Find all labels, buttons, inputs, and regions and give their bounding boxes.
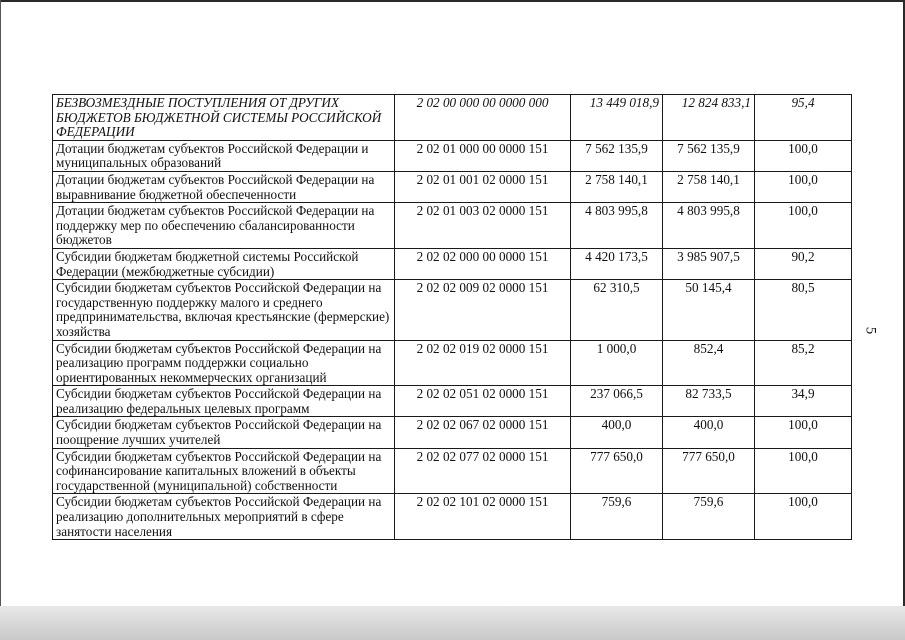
row-fact-cell: 759,6 [663, 494, 755, 540]
row-plan-cell: 400,0 [571, 417, 663, 448]
page-edge-left [0, 0, 1, 640]
row-name-cell: Субсидии бюджетам субъектов Российской Федерации на государственную поддержку малого и среднего предпринимательства, включая крестьянские (фермерские) хозяйства [53, 280, 395, 340]
row-code-cell: 2 02 01 001 02 0000 151 [395, 171, 571, 202]
row-name-cell: Субсидии бюджетам субъектов Российской Федерации на софинансирование капитальных вложений в объекты государственной (муниципальной) собственности [53, 448, 395, 494]
row-name-cell: Дотации бюджетам субъектов Российской Федерации на поддержку мер по обеспечению сбалансированности бюджетов [53, 203, 395, 249]
row-percent-cell: 85,2 [755, 340, 852, 386]
row-fact-cell: 3 985 907,5 [663, 248, 755, 279]
table-row [53, 494, 852, 540]
page-edge-top [0, 0, 905, 2]
row-name-cell: Дотации бюджетам субъектов Российской Федерации на выравнивание бюджетной обеспеченности [53, 171, 395, 202]
row-plan-cell: 237 066,5 [571, 386, 663, 417]
row-code-cell: 2 02 01 000 00 0000 151 [395, 140, 571, 171]
row-percent-cell: 100,0 [755, 494, 852, 540]
row-name-cell: Субсидии бюджетам бюджетной системы Российской Федерации (межбюджетные субсидии) [53, 248, 395, 279]
row-code-cell: 2 02 02 019 02 0000 151 [395, 340, 571, 386]
row-plan-cell: 7 562 135,9 [571, 140, 663, 171]
row-name-cell: Субсидии бюджетам субъектов Российской Федерации на реализацию дополнительных мероприятий в сфере занятости населения [53, 494, 395, 540]
row-plan-cell: 4 420 173,5 [571, 248, 663, 279]
table-row [53, 140, 852, 171]
row-code-cell: 2 02 02 067 02 0000 151 [395, 417, 571, 448]
row-code-cell: 2 02 02 101 02 0000 151 [395, 494, 571, 540]
row-name-cell: Субсидии бюджетам субъектов Российской Федерации на поощрение лучших учителей [53, 417, 395, 448]
row-code-cell: 2 02 00 000 00 0000 000 [395, 95, 571, 141]
row-fact-cell: 400,0 [663, 417, 755, 448]
table-row [53, 203, 852, 249]
table-row [53, 417, 852, 448]
row-plan-cell: 2 758 140,1 [571, 171, 663, 202]
row-plan-cell: 4 803 995,8 [571, 203, 663, 249]
row-fact-cell: 7 562 135,9 [663, 140, 755, 171]
row-name-cell: Субсидии бюджетам субъектов Российской Федерации на реализацию федеральных целевых программ [53, 386, 395, 417]
table-row [53, 448, 852, 494]
row-fact-cell: 50 145,4 [663, 280, 755, 340]
table-row [53, 280, 852, 340]
row-fact-cell: 4 803 995,8 [663, 203, 755, 249]
row-plan-cell: 62 310,5 [571, 280, 663, 340]
table-row [53, 340, 852, 386]
row-percent-cell: 100,0 [755, 417, 852, 448]
row-percent-cell: 100,0 [755, 448, 852, 494]
row-plan-cell: 13 449 018,9 [571, 95, 663, 141]
row-code-cell: 2 02 02 000 00 0000 151 [395, 248, 571, 279]
row-percent-cell: 100,0 [755, 203, 852, 249]
row-fact-cell: 12 824 833,1 [663, 95, 755, 141]
row-name-cell: БЕЗВОЗМЕЗДНЫЕ ПОСТУПЛЕНИЯ ОТ ДРУГИХ БЮДЖЕТОВ БЮДЖЕТНОЙ СИСТЕМЫ РОССИЙСКОЙ ФЕДЕРАЦИИ [53, 95, 395, 141]
table-row [53, 171, 852, 202]
row-code-cell: 2 02 01 003 02 0000 151 [395, 203, 571, 249]
row-code-cell: 2 02 02 077 02 0000 151 [395, 448, 571, 494]
table-row [53, 386, 852, 417]
row-plan-cell: 1 000,0 [571, 340, 663, 386]
row-percent-cell: 100,0 [755, 140, 852, 171]
row-percent-cell: 90,2 [755, 248, 852, 279]
row-name-cell: Дотации бюджетам субъектов Российской Федерации и муниципальных образований [53, 140, 395, 171]
table-row [53, 248, 852, 279]
page-number: 5 [862, 326, 879, 335]
row-plan-cell: 777 650,0 [571, 448, 663, 494]
row-percent-cell: 95,4 [755, 95, 852, 141]
row-fact-cell: 2 758 140,1 [663, 171, 755, 202]
row-percent-cell: 80,5 [755, 280, 852, 340]
row-fact-cell: 777 650,0 [663, 448, 755, 494]
table-row [53, 95, 852, 141]
row-name-cell: Субсидии бюджетам субъектов Российской Федерации на реализацию программ поддержки социально ориентированных некоммерческих организаций [53, 340, 395, 386]
scan-bottom-shadow [0, 606, 905, 640]
row-percent-cell: 100,0 [755, 171, 852, 202]
row-fact-cell: 82 733,5 [663, 386, 755, 417]
row-percent-cell: 34,9 [755, 386, 852, 417]
row-plan-cell: 759,6 [571, 494, 663, 540]
row-fact-cell: 852,4 [663, 340, 755, 386]
row-code-cell: 2 02 02 051 02 0000 151 [395, 386, 571, 417]
budget-revenue-table [52, 94, 852, 540]
row-code-cell: 2 02 02 009 02 0000 151 [395, 280, 571, 340]
